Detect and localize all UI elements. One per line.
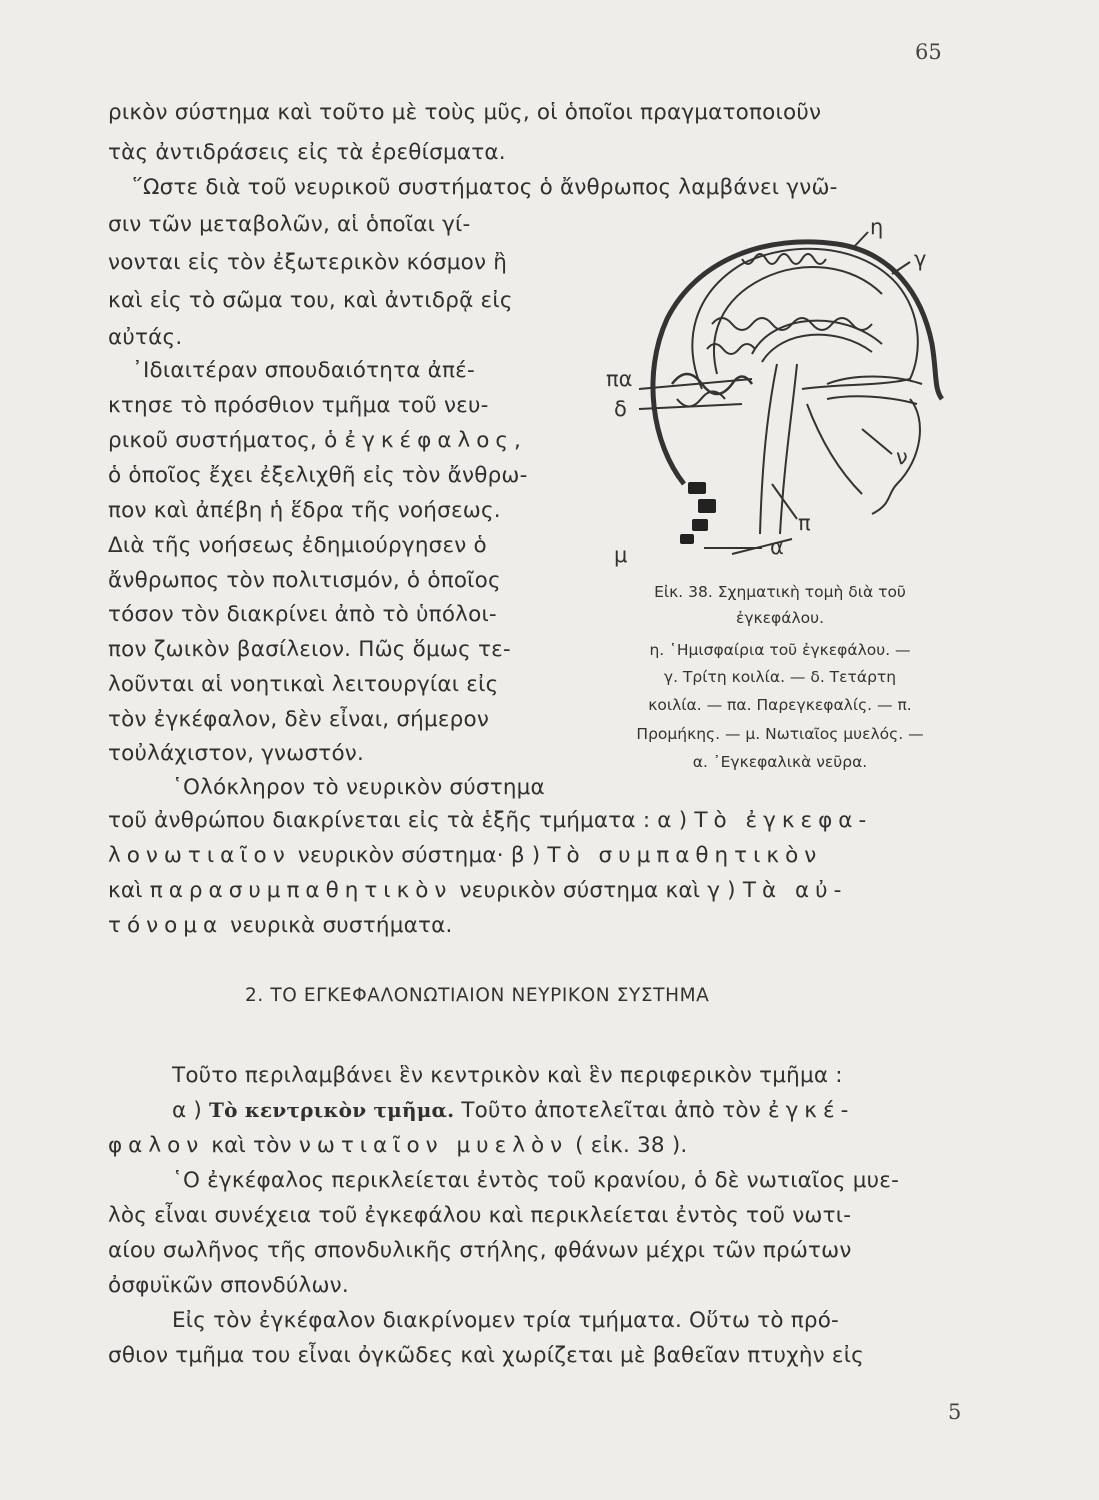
figure-caption-line: ἐγκεφάλου. (735, 609, 825, 627)
text-line (108, 843, 822, 868)
brain-diagram (592, 214, 972, 574)
text-line: ὀσφυϊκῶν σπονδύλων. (108, 1273, 349, 1298)
label-nu: ν (896, 445, 908, 469)
figure-caption-line: Προμήκης. — μ. Νωτιαῖος μυελός. — (636, 725, 924, 743)
text-line: λὸς εἶναι συνέχεια τοῦ ἐγκεφάλου καὶ περικλείεται ἐντὸς τοῦ νωτι- (108, 1203, 852, 1228)
text-run: Τοῦτο ἀποτελεῖται ἀπὸ τὸν (461, 1098, 761, 1123)
text-run: ρικοῦ συστήματος, ὁ (108, 428, 338, 453)
text-run: νευρικὸν σύστημα καὶ γ ) (459, 878, 736, 903)
text-line: τὰς ἀντιδράσεις εἰς τὰ ἐρεθίσματα. (108, 140, 506, 165)
text-line: νονται εἰς τὸν ἐξωτερικὸν κόσμον ἢ (108, 250, 508, 275)
figure-caption-line: κοιλία. — πα. Παρεγκεφαλίς. — π. (648, 696, 912, 714)
text-run: καὶ (108, 878, 143, 903)
spaced-term: νωτιαῖον μυελὸν (298, 1133, 569, 1158)
text-line: τὸν ἐγκέφαλον, δὲν εἶναι, σήμερον (108, 707, 490, 732)
text-line (108, 428, 527, 453)
text-line: Εἰς τὸν ἐγκέφαλον διακρίνομεν τρία τμήματα. Οὕτω τὸ πρό- (172, 1308, 840, 1333)
page-number: 65 (915, 40, 942, 64)
text-line: σιν τῶν μεταβολῶν, αἱ ὁποῖαι γί- (108, 212, 471, 237)
text-line: ἄνθρωπος τὸν πολιτισμόν, ὁ ὁποῖος (108, 568, 501, 593)
spaced-term: τόνομα (108, 913, 224, 938)
text-run: ( εἰκ. 38 ). (575, 1133, 688, 1158)
label-pa: πα (606, 367, 633, 391)
label-gamma: γ (914, 247, 927, 271)
text-line: ᾿Ιδιαιτέραν σπουδαιότητα ἀπέ- (132, 358, 475, 383)
spaced-term: Τὸ συμπαθητικὸν (547, 843, 823, 868)
brain-section-figure (592, 214, 972, 574)
text-line: ὁ ὁποῖος ἔχει ἐξελιχθῆ εἰς τὸν ἄνθρω- (108, 463, 528, 488)
label-mu: μ (614, 543, 628, 567)
text-line (108, 808, 872, 833)
text-line: λοῦνται αἱ νοητικαὶ λειτουργίαι εἰς (108, 672, 499, 697)
text-line: ῾Ολόκληρον τὸ νευρικὸν σύστημα (172, 775, 545, 800)
text-run: καὶ τὸν (211, 1133, 292, 1158)
label-delta: δ (614, 397, 627, 421)
text-line: Τοῦτο περιλαμβάνει ἓν κεντρικὸν καὶ ἓν περιφερικὸν τμῆμα : (172, 1063, 843, 1088)
text-line (108, 1133, 687, 1158)
text-line (108, 913, 453, 938)
label-eta: η (870, 215, 884, 239)
text-line: πον ζωικὸν βασίλειον. Πῶς ὅμως τε- (108, 637, 511, 662)
figure-caption-line: γ. Τρίτη κοιλία. — δ. Τετάρτη (663, 668, 897, 686)
label-alpha: α (770, 535, 784, 559)
section-heading: 2. ΤΟ ΕΓΚΕΦΑΛΟΝΩΤΙΑΙΟΝ ΝΕΥΡΙΚΟΝ ΣΥΣΤΗΜΑ (245, 985, 710, 1006)
text-line: ῞Ωστε διὰ τοῦ νευρικοῦ συστήματος ὁ ἄνθρωπος λαμβάνει γνῶ- (132, 175, 838, 200)
text-line: αίου σωλῆνος τῆς σπονδυλικῆς στήλης, φθάνων μέχρι τῶν πρώτων (108, 1238, 852, 1263)
spaced-term: Τὸ ἐγκεφα- (694, 808, 873, 833)
text-line: ρικὸν σύστημα καὶ τοῦτο μὲ τοὺς μῦς, οἱ ὁποῖοι πραγματοποιοῦν (108, 100, 822, 125)
text-line: πον καὶ ἀπέβη ἡ ἕδρα τῆς νοήσεως. (108, 498, 501, 523)
text-line (172, 1098, 854, 1123)
spaced-term: ἐγκέ- (767, 1098, 855, 1123)
text-run: τοῦ ἀνθρώπου διακρίνεται εἰς τὰ ἑξῆς τμήματα : α ) (108, 808, 688, 833)
text-line: κτησε τὸ πρόσθιον τμῆμα τοῦ νευ- (108, 393, 489, 418)
spaced-term: ἐγκέφαλος, (344, 428, 527, 453)
text-line: τοὐλάχιστον, γνωστόν. (108, 741, 365, 766)
text-run: α ) (172, 1098, 202, 1123)
spaced-term: φαλον (108, 1133, 205, 1158)
text-line: ῾Ο ἐγκέφαλος περικλείεται ἐντὸς τοῦ κρανίου, ὁ δὲ νωτιαῖος μυε- (172, 1168, 900, 1193)
text-line: σθιον τμῆμα του εἶναι ὀγκῶδες καὶ χωρίζεται μὲ βαθεῖαν πτυχὴν εἰς (108, 1343, 864, 1368)
spaced-term: παρασυμπαθητικὸν (149, 878, 453, 903)
spaced-term: Τὰ αὐ- (742, 878, 848, 903)
figure-caption-line: η. ῾Ημισφαίρια τοῦ ἐγκεφάλου. — (649, 641, 911, 659)
text-line: τόσον τὸν διακρίνει ἀπὸ τὸ ὑπόλοι- (108, 602, 497, 627)
figure-caption-line: α. ᾿Εγκεφαλικὰ νεῦρα. (692, 753, 868, 771)
signature-number: 5 (948, 1400, 962, 1424)
spaced-term: λονωτιαῖον (108, 843, 291, 868)
text-line (108, 878, 847, 903)
text-run: νευρικὰ συστήματα. (230, 913, 453, 938)
text-run: νευρικὸν σύστημα· β ) (297, 843, 541, 868)
bold-term: Τὸ κεντρικὸν τμῆμα. (209, 1098, 455, 1122)
label-pi: π (798, 511, 811, 535)
text-line: Διὰ τῆς νοήσεως ἐδημιούργησεν ὁ (108, 533, 487, 558)
text-line: καὶ εἰς τὸ σῶμα του, καὶ ἀντιδρᾷ εἰς (108, 288, 513, 313)
figure-caption-line: Εἰκ. 38. Σχηματικὴ τομὴ διὰ τοῦ (654, 583, 906, 601)
text-line: αὐτάς. (108, 325, 183, 350)
